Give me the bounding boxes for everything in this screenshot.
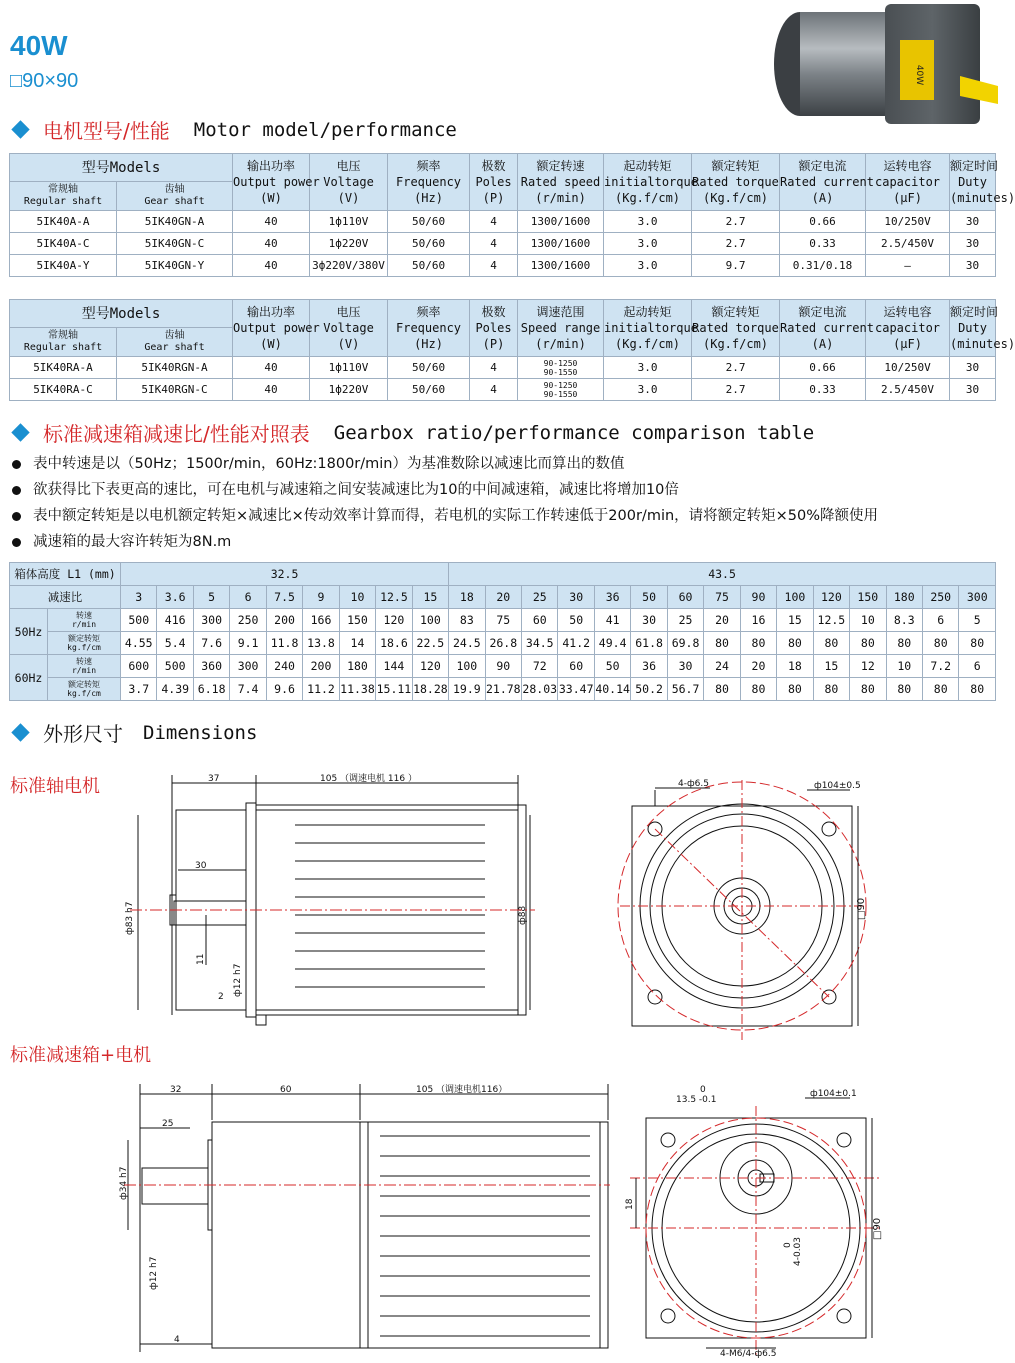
- col-header: 额定转矩 Rated torque (Kg.f/cm): [692, 154, 780, 211]
- table-cell: 200: [266, 609, 302, 632]
- table-cell: 10: [886, 655, 922, 678]
- table-cell: 80: [777, 678, 813, 701]
- table-cell: 80: [704, 678, 740, 701]
- note-item: 表中转速是以（50Hz；1500r/min，60Hz:1800r/min）为基准数除以减速比而算出的数值: [10, 451, 878, 477]
- ratio-value: 36: [594, 586, 630, 609]
- table-cell: 75: [485, 609, 521, 632]
- table-cell: 24: [704, 655, 740, 678]
- speed-control-spec-table: [9, 299, 1015, 401]
- gearbox-motor-side-drawing: [120, 1080, 610, 1362]
- table-cell: 4.39: [157, 678, 193, 701]
- dim-105: 105 （调速电机116）: [416, 1085, 508, 1095]
- ratio-value: 3.6: [157, 586, 193, 609]
- col-header: 调速范围 Speed range (r/min): [518, 300, 604, 357]
- table-row: [10, 255, 996, 277]
- dim-4: 4: [174, 1335, 180, 1345]
- dim-37: 37: [208, 774, 220, 784]
- table-cell: 11.2: [303, 678, 339, 701]
- speed-label: 转速 r/min: [48, 655, 121, 678]
- table-cell: 11.8: [266, 632, 302, 655]
- table-cell: 26.8: [485, 632, 521, 655]
- dim-88: ф88: [518, 905, 528, 925]
- table-cell: 6: [923, 609, 959, 632]
- col-header: 起动转矩 initialtorque (Kg.f/cm): [604, 300, 692, 357]
- torque-label: 额定转矩 kg.f/cm: [48, 632, 121, 655]
- table-cell: 41: [594, 609, 630, 632]
- table-cell: 50/60: [388, 233, 470, 255]
- ratio-value: 150: [850, 586, 886, 609]
- table-cell: 40: [233, 211, 310, 233]
- dim-32: 32: [170, 1085, 182, 1095]
- drawing1-title: 标准轴电机: [10, 776, 100, 797]
- dim-83: ф83 h7: [125, 901, 135, 935]
- ratio-value: 75: [704, 586, 740, 609]
- dim-pcd: ф104±0.1: [810, 1089, 857, 1099]
- dim-34: ф34 h7: [119, 1166, 129, 1200]
- table-cell: 144: [376, 655, 412, 678]
- ratio-value: 50: [631, 586, 667, 609]
- ratio-value: 90: [740, 586, 776, 609]
- table-cell: 80: [740, 678, 776, 701]
- gearbox-outline: [212, 1122, 360, 1348]
- page-title: 40W: [10, 30, 68, 61]
- table-cell: 41.2: [558, 632, 594, 655]
- table-cell: 50.2: [631, 678, 667, 701]
- col-header: 电压 Voltage (V): [310, 154, 388, 211]
- table-row: [10, 632, 996, 655]
- notes-list: [10, 451, 878, 555]
- col-header: 电压 Voltage (V): [310, 300, 388, 357]
- section-title-en: Dimensions: [143, 721, 258, 744]
- table-cell: 18: [777, 655, 813, 678]
- table-cell: 1ф220V: [310, 233, 388, 255]
- table-cell: 30: [667, 655, 703, 678]
- dim-kw: 4-0.03: [793, 1236, 803, 1266]
- table-cell: 21.78: [485, 678, 521, 701]
- col-header: 极数 Poles (P): [470, 154, 518, 211]
- table-cell: 80: [777, 632, 813, 655]
- table-cell: 3.0: [604, 255, 692, 277]
- box-height-43: 43.5: [449, 563, 996, 586]
- table-cell: 3.0: [604, 233, 692, 255]
- ratio-value: 120: [813, 586, 849, 609]
- drawing2-title: 标准减速箱+电机: [10, 1045, 152, 1066]
- gearbox-ratio-table: [9, 562, 996, 701]
- table-cell: 80: [850, 678, 886, 701]
- section-title-en: Gearbox ratio/performance comparison table: [333, 421, 815, 444]
- table-cell: 56.7: [667, 678, 703, 701]
- table-cell: 20: [740, 655, 776, 678]
- table-cell: 5IK40GN-C: [117, 233, 233, 255]
- table-cell: 19.9: [449, 678, 485, 701]
- dim-kw0: 0: [783, 1242, 793, 1248]
- table-cell: 300: [193, 609, 229, 632]
- table-cell: 5IK40A-C: [10, 233, 117, 255]
- gear-shaft-header: 齿轴 Gear shaft: [117, 182, 233, 211]
- motor-spec-table: [9, 153, 1015, 277]
- section-gearbox-ratio: [10, 418, 814, 447]
- table-cell: 2.7: [692, 233, 780, 255]
- dim-holes: 4-ф6.5: [678, 779, 709, 789]
- table-cell: 28.03: [522, 678, 558, 701]
- table-cell: 30: [950, 233, 996, 255]
- table-cell: 5.4: [157, 632, 193, 655]
- ratio-value: 25: [522, 586, 558, 609]
- ratio-value: 60: [667, 586, 703, 609]
- standard-motor-side-drawing: [120, 765, 540, 1035]
- dim-key: 13.5 -0.1: [676, 1095, 717, 1105]
- table-cell: 9.7: [692, 255, 780, 277]
- table-cell: 80: [959, 678, 996, 701]
- dim-square: □90: [872, 1217, 883, 1240]
- dim-12: ф12 h7: [149, 1256, 159, 1290]
- table-row: [10, 586, 996, 609]
- table-cell: 80: [704, 632, 740, 655]
- speed-label: 转速 r/min: [48, 609, 121, 632]
- note-item: 欲获得比下表更高的速比，可在电机与减速箱之间安装减速比为10的中间减速箱，减速比将增加10倍: [10, 477, 878, 503]
- diamond-bullet-icon: [11, 120, 29, 138]
- table-cell: —: [866, 255, 950, 277]
- table-cell: 83: [449, 609, 485, 632]
- ratio-value: 7.5: [266, 586, 302, 609]
- table-cell: 7.6: [193, 632, 229, 655]
- table-cell: 100: [449, 655, 485, 678]
- table-cell: 34.5: [522, 632, 558, 655]
- table-cell: 8.3: [886, 609, 922, 632]
- models-header: 型号Models: [10, 300, 233, 328]
- table-cell: 4: [470, 233, 518, 255]
- table-cell: 416: [157, 609, 193, 632]
- table-row: [10, 655, 996, 678]
- section-title-en: Motor model/performance: [193, 118, 457, 141]
- table-cell: 80: [923, 632, 959, 655]
- table-row: [10, 211, 996, 233]
- frame-size-label: □90×90: [10, 70, 79, 92]
- ratio-value: 100: [777, 586, 813, 609]
- table-cell: 5IK40GN-A: [117, 211, 233, 233]
- table-cell: 50: [594, 655, 630, 678]
- table-cell: 500: [121, 609, 157, 632]
- table-cell: 6.18: [193, 678, 229, 701]
- table-cell: 15: [777, 609, 813, 632]
- box-height-32: 32.5: [121, 563, 449, 586]
- frequency-label: 50Hz: [10, 609, 48, 655]
- ratio-value: 3: [121, 586, 157, 609]
- col-header: 运转电容 capacitor (μF): [866, 300, 950, 357]
- table-cell: 24.5: [449, 632, 485, 655]
- ratio-value: 300: [959, 586, 996, 609]
- table-cell: 10: [850, 609, 886, 632]
- table-cell: 150: [339, 609, 375, 632]
- box-height-label: 箱体高度 L1 (mm): [10, 563, 121, 586]
- table-cell: 14: [339, 632, 375, 655]
- table-cell: 30: [950, 211, 996, 233]
- table-cell: 100: [412, 609, 448, 632]
- table-cell: 0.31/0.18: [780, 255, 866, 277]
- col-header: 额定电流 Rated current (A): [780, 154, 866, 211]
- note-item: 减速箱的最大容许转矩为8N.m: [10, 529, 878, 555]
- col-header: 额定时间 Duty (minutes): [950, 300, 996, 357]
- table-cell: 18.28: [412, 678, 448, 701]
- table-cell: 500: [157, 655, 193, 678]
- ratio-value: 18: [449, 586, 485, 609]
- section-title-cn: 标准减速箱减速比/性能对照表: [43, 422, 310, 446]
- ratio-label: 减速比: [10, 586, 121, 609]
- table-cell: 50/60: [388, 211, 470, 233]
- table-cell: 61.8: [631, 632, 667, 655]
- table-cell: 22.5: [412, 632, 448, 655]
- output-shaft-outline: [142, 1168, 208, 1204]
- dim-square: □90: [856, 897, 867, 920]
- table-cell: 25: [667, 609, 703, 632]
- table-cell: 360: [193, 655, 229, 678]
- dim-30: 30: [195, 861, 207, 871]
- bullet-icon: [12, 538, 21, 547]
- table-cell: 90: [485, 655, 521, 678]
- table-cell: 1300/1600: [518, 233, 604, 255]
- table-cell: 11.38: [339, 678, 375, 701]
- table-cell: 120: [412, 655, 448, 678]
- regular-shaft-header: 常规轴 Regular shaft: [10, 182, 117, 211]
- diamond-bullet-icon: [11, 723, 29, 741]
- table-cell: 240: [266, 655, 302, 678]
- table-cell: 180: [339, 655, 375, 678]
- table-cell: 3.7: [121, 678, 157, 701]
- table-cell: 80: [813, 632, 849, 655]
- standard-motor-front-drawing: [600, 770, 890, 1040]
- table-cell: 166: [303, 609, 339, 632]
- section-motor-model: [10, 115, 457, 144]
- table-cell: 7.2: [923, 655, 959, 678]
- torque-label: 额定转矩 kg.f/cm: [48, 678, 121, 701]
- ratio-value: 12.5: [376, 586, 412, 609]
- table-cell: 80: [923, 678, 959, 701]
- ratio-value: 20: [485, 586, 521, 609]
- dim-60: 60: [280, 1085, 292, 1095]
- table-cell: 72: [522, 655, 558, 678]
- gearbox-motor-front-drawing: [600, 1080, 900, 1363]
- ratio-value: 10: [339, 586, 375, 609]
- table-cell: 4.55: [121, 632, 157, 655]
- models-header: 型号Models: [10, 154, 233, 182]
- table-cell: 15: [813, 655, 849, 678]
- table-cell: 12: [850, 655, 886, 678]
- dim-2: 2: [218, 992, 224, 1002]
- table-cell: 12.5: [813, 609, 849, 632]
- dim-11: 11: [196, 953, 206, 965]
- table-cell: 5IK40A-Y: [10, 255, 117, 277]
- col-header: 输出功率 Output power (W): [233, 300, 310, 357]
- table-cell: 13.8: [303, 632, 339, 655]
- table-cell: 4: [470, 211, 518, 233]
- col-header: 额定电流 Rated current (A): [780, 300, 866, 357]
- table-cell: 40.14: [594, 678, 630, 701]
- section-title-cn: 电机型号/性能: [43, 119, 170, 143]
- table-cell: 3.0: [604, 211, 692, 233]
- motor-label-text: 40W: [914, 64, 924, 86]
- table-cell: 69.8: [667, 632, 703, 655]
- table-cell: 60: [558, 655, 594, 678]
- table-cell: 1300/1600: [518, 255, 604, 277]
- regular-shaft-header: 常规轴 Regular shaft: [10, 328, 117, 357]
- dim-key-top: 0: [700, 1085, 706, 1095]
- gear-shaft-header: 齿轴 Gear shaft: [117, 328, 233, 357]
- col-header: 频率 Frequency (Hz): [388, 154, 470, 211]
- ratio-value: 9: [303, 586, 339, 609]
- table-cell: 33.47: [558, 678, 594, 701]
- ratio-value: 6: [230, 586, 266, 609]
- table-row: 5IK40RA-A 5IK40RGN-A 40 1ф110V 50/60 4 90-1250 90-1550 3.0 2.7 0.66 10/250V 30: [10, 357, 996, 379]
- table-cell: 80: [959, 632, 996, 655]
- table-cell: 50/60: [388, 255, 470, 277]
- table-cell: 250: [230, 609, 266, 632]
- table-cell: 2.7: [692, 211, 780, 233]
- table-cell: 9.1: [230, 632, 266, 655]
- motor-photo: [760, 0, 1000, 142]
- table-cell: 49.4: [594, 632, 630, 655]
- table-cell: 7.4: [230, 678, 266, 701]
- table-cell: 30: [631, 609, 667, 632]
- dim-12: ф12 h7: [233, 963, 243, 997]
- frequency-label: 60Hz: [10, 655, 48, 701]
- table-cell: 4: [470, 255, 518, 277]
- table-row: [10, 233, 996, 255]
- table-cell: 16: [740, 609, 776, 632]
- table-cell: 1300/1600: [518, 211, 604, 233]
- dim-105: 105 （调速电机 116 ）: [320, 774, 417, 784]
- note-item: 表中额定转矩是以电机额定转矩×减速比×传动效率计算而得，若电机的实际工作转速低于200r/min，请将额定转矩×50%降额使用: [10, 503, 878, 529]
- ratio-value: 250: [923, 586, 959, 609]
- col-header: 额定时间 Duty (minutes): [950, 154, 996, 211]
- table-cell: 9.6: [266, 678, 302, 701]
- table-cell: 5: [959, 609, 996, 632]
- bullet-icon: [12, 486, 21, 495]
- table-cell: 50: [558, 609, 594, 632]
- table-row: [10, 678, 996, 701]
- table-cell: 80: [886, 632, 922, 655]
- ratio-value: 5: [193, 586, 229, 609]
- table-cell: 80: [740, 632, 776, 655]
- col-header: 极数 Poles (P): [470, 300, 518, 357]
- table-cell: 200: [303, 655, 339, 678]
- table-cell: 80: [813, 678, 849, 701]
- dim-holes: 4-M6/4-ф6.5: [720, 1349, 777, 1359]
- table-cell: 120: [376, 609, 412, 632]
- col-header: 输出功率 Output power (W): [233, 154, 310, 211]
- bullet-icon: [12, 512, 21, 521]
- table-cell: 2.5/450V: [866, 233, 950, 255]
- table-cell: 3ф220V/380V: [310, 255, 388, 277]
- table-cell: 600: [121, 655, 157, 678]
- table-cell: 80: [850, 632, 886, 655]
- table-cell: 300: [230, 655, 266, 678]
- dim-25: 25: [162, 1119, 174, 1129]
- col-header: 运转电容 capacitor (μF): [866, 154, 950, 211]
- table-cell: 30: [950, 255, 996, 277]
- table-row: [10, 609, 996, 632]
- table-row: [10, 563, 996, 586]
- table-cell: 40: [233, 255, 310, 277]
- table-cell: 6: [959, 655, 996, 678]
- shaft-outline: [174, 901, 246, 925]
- bullet-icon: [12, 460, 21, 469]
- table-cell: 18.6: [376, 632, 412, 655]
- ratio-value: 15: [412, 586, 448, 609]
- col-header: 频率 Frequency (Hz): [388, 300, 470, 357]
- diamond-bullet-icon: [11, 423, 29, 441]
- col-header: 额定转速 Rated speed (r/min): [518, 154, 604, 211]
- table-cell: 0.33: [780, 233, 866, 255]
- table-cell: 10/250V: [866, 211, 950, 233]
- table-cell: 36: [631, 655, 667, 678]
- table-cell: 0.66: [780, 211, 866, 233]
- col-header: 起动转矩 initialtorque (Kg.f/cm): [604, 154, 692, 211]
- table-row: 5IK40RA-C 5IK40RGN-C 40 1ф220V 50/60 4 90-1250 90-1550 3.0 2.7 0.33 2.5/450V 30: [10, 379, 996, 401]
- table-cell: 15.11: [376, 678, 412, 701]
- table-cell: 1ф110V: [310, 211, 388, 233]
- col-header: 额定转矩 Rated torque (Kg.f/cm): [692, 300, 780, 357]
- table-cell: 5IK40GN-Y: [117, 255, 233, 277]
- table-cell: 5IK40A-A: [10, 211, 117, 233]
- table-cell: 40: [233, 233, 310, 255]
- table-cell: 60: [522, 609, 558, 632]
- ratio-value: 180: [886, 586, 922, 609]
- table-cell: 20: [704, 609, 740, 632]
- dim-18: 18: [625, 1198, 635, 1210]
- section-title-cn: 外形尺寸: [43, 722, 123, 746]
- ratio-value: 30: [558, 586, 594, 609]
- dim-pcd: ф104±0.5: [814, 781, 861, 791]
- section-dimensions: [10, 718, 257, 747]
- table-cell: 80: [886, 678, 922, 701]
